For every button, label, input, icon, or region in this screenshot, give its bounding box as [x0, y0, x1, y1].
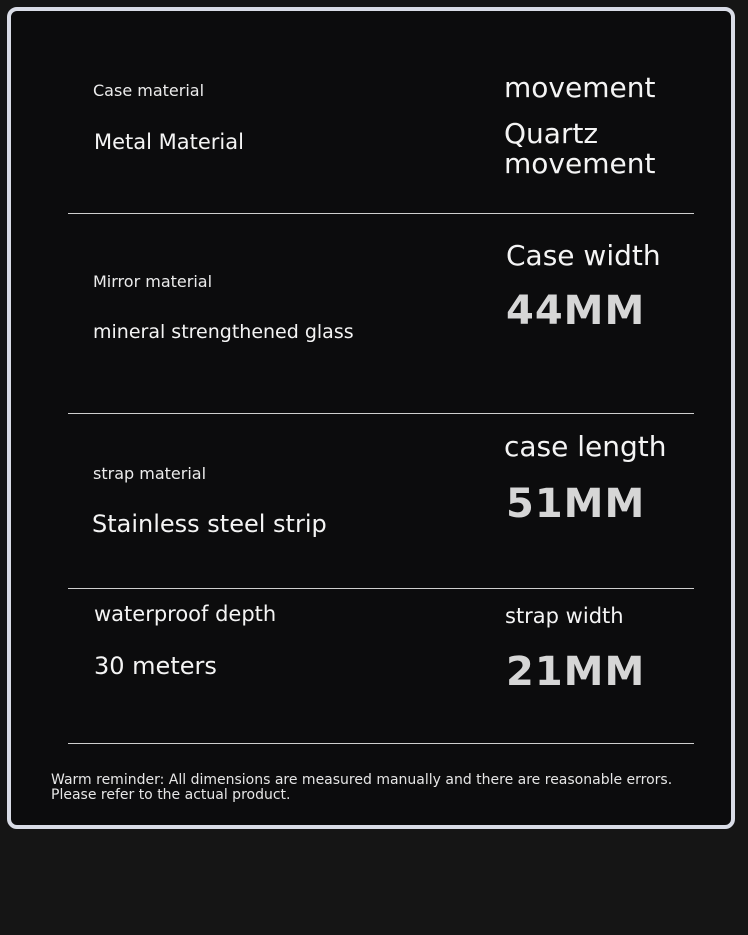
warm-reminder [51, 773, 701, 803]
divider-4 [68, 743, 694, 744]
warm-reminder-line1: Warm reminder: All dimensions are measured manually and there are reasonable errors. [51, 772, 673, 788]
divider-2 [68, 413, 694, 414]
strap-material-value: Stainless steel strip [92, 510, 327, 538]
warm-reminder-line2: Please refer to the actual product. [51, 787, 291, 803]
movement-value-line1: Quartz [504, 117, 599, 150]
mirror-material-value: mineral strengthened glass [93, 321, 354, 343]
divider-3 [68, 588, 694, 589]
divider-1 [68, 213, 694, 214]
case-material-value: Metal Material [94, 130, 244, 154]
strap-width-label: strap width [505, 604, 624, 628]
movement-label: movement [504, 71, 656, 104]
mirror-material-label: Mirror material [93, 272, 213, 291]
case-width-label: Case width [506, 239, 661, 272]
spec-card [7, 7, 735, 829]
case-length-label: case length [504, 430, 667, 463]
waterproof-depth-label: waterproof depth [94, 602, 277, 626]
strap-material-label: strap material [93, 464, 207, 483]
waterproof-depth-value: 30 meters [94, 652, 217, 680]
movement-value-line2: movement [504, 147, 656, 180]
case-width-value: 44MM [506, 288, 646, 334]
case-material-label: Case material [93, 81, 205, 100]
case-length-value: 51MM [506, 481, 646, 527]
strap-width-value: 21MM [506, 649, 646, 695]
